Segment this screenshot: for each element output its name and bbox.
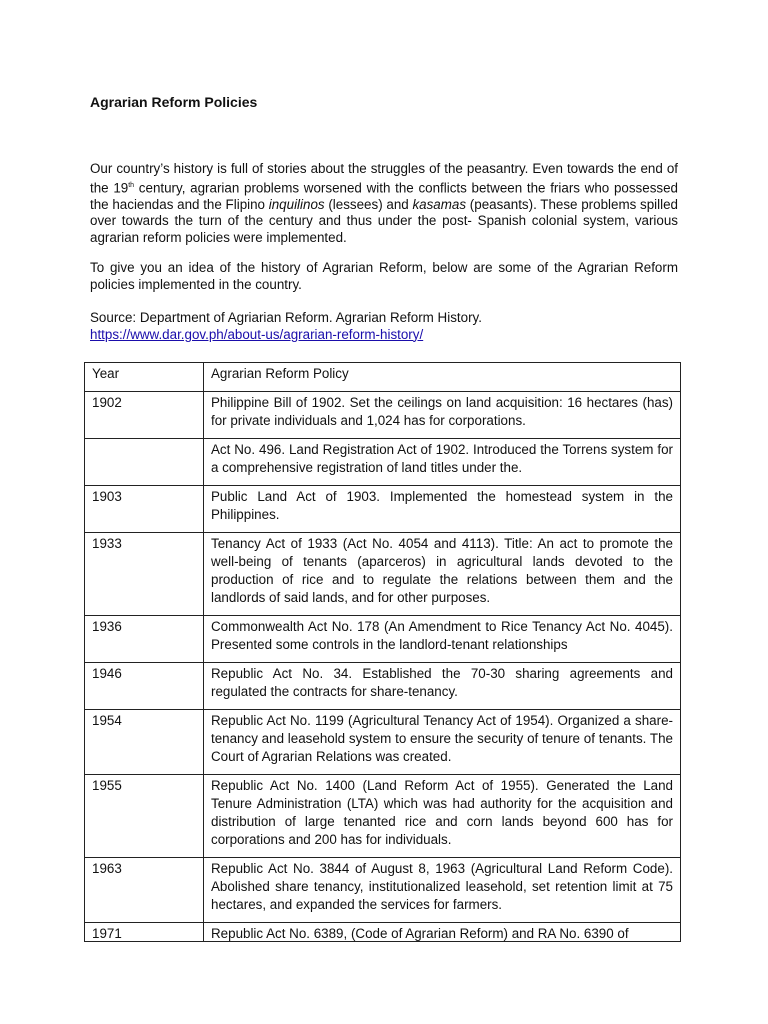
row-policy: Republic Act No. 1400 (Land Reform Act of 1955). Generated the Land Tenure Administration (LTA) which was had authority for the acquisition and distribution of large tenanted rice and corn lands beyond 600 has for corporations and 200 has for individuals. [204, 775, 681, 858]
document-title: Agrarian Reform Policies [90, 94, 258, 110]
header-year: Year [85, 363, 204, 392]
overview-paragraph: To give you an idea of the history of Agrarian Reform, below are some of the Agrarian Reform policies implemented in the country. [90, 260, 678, 292]
policy-table [84, 362, 681, 942]
row-year: 1902 [85, 392, 204, 439]
row-year: 1903 [85, 486, 204, 533]
table-row [85, 486, 681, 533]
row-policy: Republic Act No. 3844 of August 8, 1963 (Agricultural Land Reform Code). Abolished share tenancy, institutionalized leasehold, set retention limit at 75 hectares, and expanded the services for farmers. [204, 858, 681, 923]
row-policy: Commonwealth Act No. 178 (An Amendment to Rice Tenancy Act No. 4045). Presented some controls in the landlord-tenant relationships [204, 616, 681, 663]
table-row-partial [85, 923, 681, 942]
term-kasamas: kasamas [412, 196, 467, 212]
row-year: 1963 [85, 858, 204, 923]
row-year-text: 1971 [92, 926, 122, 941]
row-year: 1946 [85, 663, 204, 710]
row-year [85, 439, 204, 486]
intro-text-end: (peasants). These problems spilled over towards the turn of the century and thus under the post- Spanish colonial system, various agrarian reform policies were implemented. [90, 196, 678, 245]
row-year: 1936 [85, 616, 204, 663]
table-row [85, 439, 681, 486]
source-label: Source: Department of Agriarian Reform. Agrarian Reform History. [90, 310, 482, 325]
term-inquilinos: inquilinos [268, 196, 325, 212]
row-year: 1954 [85, 710, 204, 775]
row-policy: Republic Act No. 1199 (Agricultural Tenancy Act of 1954). Organized a share-tenancy and leasehold system to ensure the security of tenure of tenants. The Court of Agrarian Relations was created. [204, 710, 681, 775]
row-year [85, 923, 204, 942]
intro-text-joiner: (lessees) and [324, 196, 413, 212]
table-row [85, 775, 681, 858]
source-link[interactable]: https://www.dar.gov.ph/about-us/agrarian-reform-history/ [90, 326, 424, 342]
header-policy: Agrarian Reform Policy [204, 363, 681, 392]
intro-text-middle: century, agrarian problems worsened with the conflicts between the friars who possessed the haciendas and the Flipino [90, 180, 678, 212]
row-policy: Philippine Bill of 1902. Set the ceilings on land acquisition: 16 hectares (has) for private individuals and 1,024 has for corporations. [204, 392, 681, 439]
row-policy: Public Land Act of 1903. Implemented the homestead system in the Philippines. [204, 486, 681, 533]
intro-paragraph [90, 161, 678, 246]
row-year: 1933 [85, 533, 204, 616]
table-row [85, 710, 681, 775]
table-row [85, 858, 681, 923]
row-policy: Act No. 496. Land Registration Act of 1902. Introduced the Torrens system for a comprehensive registration of land titles under the. [204, 439, 681, 486]
source-block [90, 310, 678, 343]
row-policy [204, 923, 681, 942]
table-row [85, 663, 681, 710]
table-header-row [85, 363, 681, 392]
table-row [85, 533, 681, 616]
row-policy: Republic Act No. 34. Established the 70-30 sharing agreements and regulated the contracts for share-tenancy. [204, 663, 681, 710]
table-row [85, 616, 681, 663]
row-policy-text: Republic Act No. 6389, (Code of Agrarian Reform) and RA No. 6390 of [211, 926, 629, 941]
row-year: 1955 [85, 775, 204, 858]
ordinal-suffix: th [128, 181, 135, 189]
row-policy: Tenancy Act of 1933 (Act No. 4054 and 4113). Title: An act to promote the well-being of tenants (aparceros) in agricultural lands devoted to the production of rice and to regulate the relations between them and the landlords of said lands, and for other purposes. [204, 533, 681, 616]
table-row [85, 392, 681, 439]
intro-text-start: Our country’s history is full of stories about the struggles of the peasantry. Even towards the end of the 19 [90, 161, 678, 196]
